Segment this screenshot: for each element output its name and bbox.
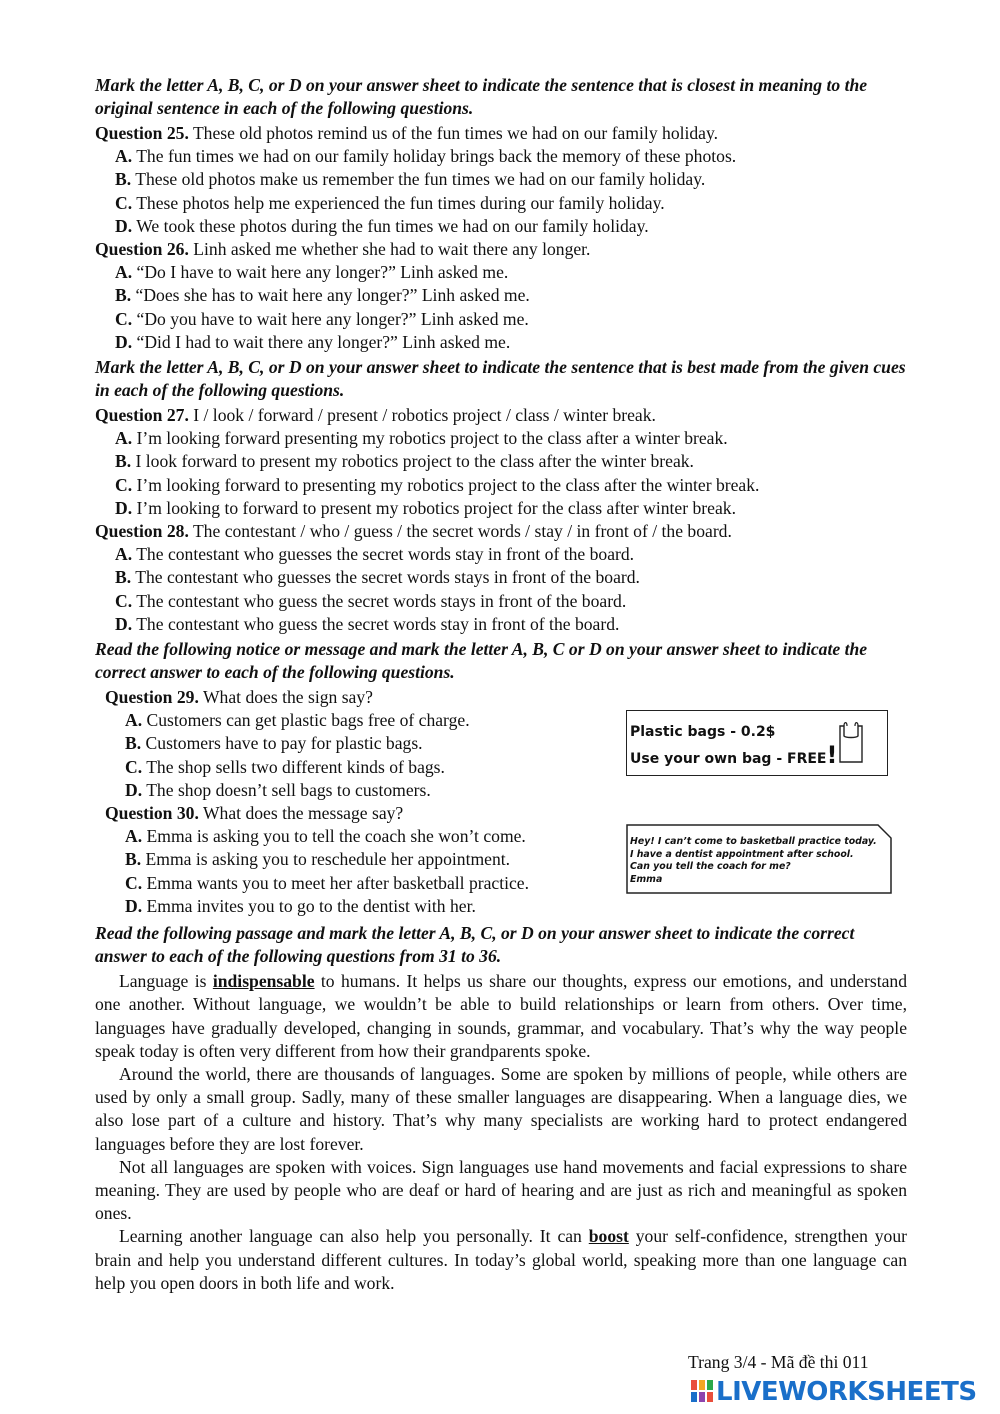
question-text: These old photos remind us of the fun times we had on our family holiday. xyxy=(188,123,719,143)
option-a[interactable]: A. The fun times we had on our family holiday brings back the memory of these photos. xyxy=(115,146,737,167)
section-4-instruction: Read the following passage and mark the letter A, B, C, or D on your answer sheet to indicate the correct answer to each of the following questions from 31 to 36. xyxy=(95,923,855,966)
passage-paragraph-1: Language is indispensable to humans. It helps us share our thoughts, express our emotions, and understand one another. Without language, we wouldn’t be able to build relationships or learn from others. Over time, languages have gradually developed, changing in sounds, grammar, and vocabulary. That’s why the way people speak today is often very different from how their grandparents spoke. xyxy=(95,971,907,1061)
question-26 xyxy=(95,238,907,354)
option-b[interactable]: B. Emma is asking you to reschedule her appointment. xyxy=(125,849,511,870)
question-number: Question 30. xyxy=(105,803,199,824)
option-c[interactable]: C. The shop sells two different kinds of bags. xyxy=(125,756,445,777)
exam-page xyxy=(95,72,907,1295)
question-27 xyxy=(95,404,907,520)
option-b[interactable]: B. The contestant who guesses the secret words stays in front of the board. xyxy=(115,567,640,588)
question-25 xyxy=(95,122,907,238)
sign-line-2: Use your own bag - FREE xyxy=(630,751,827,768)
section-2-instruction: Mark the letter A, B, C, or D on your answer sheet to indicate the sentence that is best made from the given cues in each of the following questions. xyxy=(95,357,906,400)
notice-questions xyxy=(95,686,907,918)
question-text: The contestant / who / guess / the secret words / stay / in front of / the board. xyxy=(188,521,732,542)
option-d[interactable]: D. Emma invites you to go to the dentist with her. xyxy=(125,895,476,916)
option-c[interactable]: C. These photos help me experienced the fun times during our family holiday. xyxy=(115,192,665,213)
option-a[interactable]: A. The contestant who guesses the secret words stay in front of the board. xyxy=(115,544,635,565)
question-text: Linh asked me whether she had to wait there any longer. xyxy=(188,239,591,260)
option-b[interactable]: B. Customers have to pay for plastic bags. xyxy=(125,733,423,754)
question-text: What does the message say? xyxy=(198,803,404,824)
option-b[interactable]: B. These old photos make us remember the fun times we had on our family holiday. xyxy=(115,169,706,190)
message-line-3: Can you tell the coach for me? xyxy=(630,861,791,873)
message-note xyxy=(626,824,892,894)
option-a[interactable]: A. “Do I have to wait here any longer?” Linh asked me. xyxy=(115,262,509,283)
question-number: Question 25. xyxy=(95,123,189,143)
option-d[interactable]: D. “Did I had to wait there any longer?” Linh asked me. xyxy=(115,331,511,352)
option-a[interactable]: A. Emma is asking you to tell the coach she won’t come. xyxy=(125,826,526,847)
option-c[interactable]: C. The contestant who guess the secret words stays in front of the board. xyxy=(115,590,627,611)
sign-exclaim: ! xyxy=(826,741,838,770)
page-footer: Trang 3/4 - Mã đề thi 011 xyxy=(688,1352,869,1372)
option-c[interactable]: C. Emma wants you to meet her after basketball practice. xyxy=(125,872,530,893)
underlined-word-boost: boost xyxy=(588,1226,629,1247)
option-d[interactable]: D. We took these photos during the fun times we had on our family holiday. xyxy=(115,215,649,236)
option-d[interactable]: D. The contestant who guess the secret words stay in front of the board. xyxy=(115,613,620,634)
underlined-word-indispensable: indispensable xyxy=(212,971,315,992)
message-line-1: Hey! I can’t come to basketball practice today. xyxy=(630,836,877,848)
question-text: What does the sign say? xyxy=(198,687,373,708)
section-3-instruction: Read the following notice or message and mark the letter A, B, C or D on your answer sheet to indicate the correct answer to each of the following questions. xyxy=(95,639,868,682)
question-number: Question 28. xyxy=(95,521,189,542)
passage-paragraph-2: Around the world, there are thousands of languages. Some are spoken by millions of people, while others are used by only a small group. Sadly, many of these smaller languages are disappearing. When a language dies, we also lose part of a culture and history. That’s why many specialists are working hard to protect endangered languages before they are lost forever. xyxy=(95,1063,907,1154)
message-line-2: I have a dentist appointment after school. xyxy=(630,848,854,860)
passage-paragraph-3: Not all languages are spoken with voices. Sign languages use hand movements and facial expressions to share meaning. They are used by people who are deaf or hard of hearing and are just as rich and meaningful as spoken ones. xyxy=(95,1156,907,1224)
question-28 xyxy=(95,520,907,636)
option-d[interactable]: D. I’m looking to forward to present my robotics project for the class after winter break. xyxy=(115,497,736,518)
option-c[interactable]: C. “Do you have to wait here any longer?” Linh asked me. xyxy=(115,308,529,329)
section-1-instruction: Mark the letter A, B, C, or D on your answer sheet to indicate the sentence that is closest in meaning to the original sentence in each of the following questions. xyxy=(95,75,868,118)
question-number: Question 29. xyxy=(105,687,199,708)
plastic-bag-icon xyxy=(837,720,865,764)
question-number: Question 26. xyxy=(95,239,189,260)
option-c[interactable]: C. I’m looking forward to presenting my robotics project to the class after the winter break. xyxy=(115,474,760,495)
option-a[interactable]: A. Customers can get plastic bags free of charge. xyxy=(125,710,470,731)
option-b[interactable]: B. I look forward to present my robotics project to the class after the winter break. xyxy=(115,451,694,472)
option-a[interactable]: A. I’m looking forward presenting my robotics project to the class after a winter break. xyxy=(115,428,728,449)
question-text: I / look / forward / present / robotics project / class / winter break. xyxy=(188,405,656,426)
sign-line-1: Plastic bags - 0.2$ xyxy=(630,724,776,741)
liveworksheets-logo-icon xyxy=(690,1378,714,1404)
passage-paragraph-4: Learning another language can also help you personally. It can boost your self-confidence, strengthen your brain and help you understand different cultures. In today’s global world, speaking more than one language can help you open doors in both life and work. xyxy=(95,1226,907,1293)
option-b[interactable]: B. “Does she has to wait here any longer?” Linh asked me. xyxy=(115,285,530,306)
option-d[interactable]: D. The shop doesn’t sell bags to customers. xyxy=(125,779,431,800)
plastic-bag-sign xyxy=(626,710,888,776)
question-number: Question 27. xyxy=(95,405,189,426)
liveworksheets-logo: LIVEWORKSHEETS xyxy=(690,1377,977,1407)
message-signature: Emma xyxy=(630,873,663,885)
